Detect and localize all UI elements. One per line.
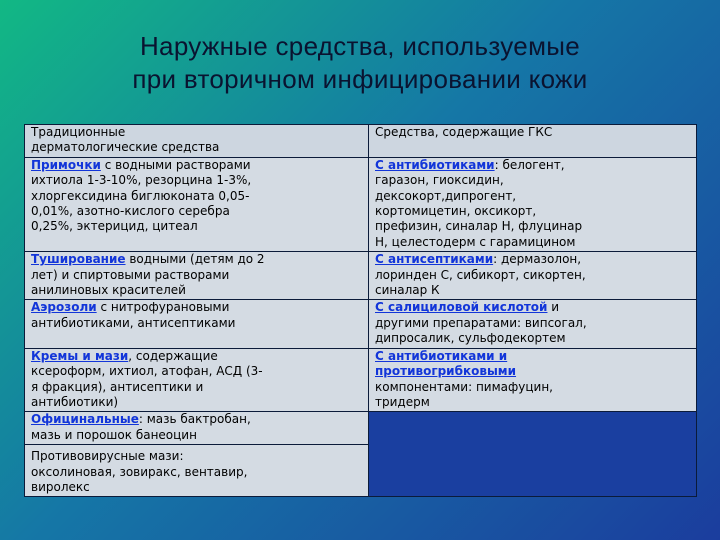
header-text: Средства, содержащие ГКС [375, 125, 553, 139]
cell-line [375, 364, 692, 379]
cell-line: кортомицетин, оксикорт, [375, 204, 537, 219]
table-row [25, 300, 697, 348]
cell-lotions [25, 157, 369, 251]
cell-line: дипросалик, сульфодекортем [375, 331, 566, 346]
header-text: Традиционные [31, 125, 126, 139]
cell-line: мазь и порошок банеоцин [31, 427, 197, 442]
header-gcs-remedies [369, 125, 697, 158]
cell-text: и [547, 300, 560, 315]
cell-line [31, 252, 364, 267]
header-text: дерматологические средства [31, 140, 220, 155]
keyword: С салициловой кислотой [375, 300, 548, 315]
cell-line [31, 300, 364, 315]
header-traditional-remedies [25, 125, 369, 158]
keyword: Официнальные [31, 412, 139, 427]
cell-line: дексокорт,дипрогент, [375, 188, 517, 203]
cell-empty [369, 412, 697, 497]
slide-title-line-2: при вторичном инфицировании кожи [132, 64, 588, 94]
slide-title-line-1: Наружные средства, используемые [139, 31, 580, 61]
table-header-row [25, 125, 697, 158]
remedies-table [24, 124, 697, 497]
cell-aerosols [25, 300, 369, 348]
slide-title [0, 30, 720, 96]
cell-line: гаразон, гиоксидин, [375, 173, 504, 188]
keyword: Кремы и мази [31, 348, 129, 363]
keyword: противогрибковыми [375, 364, 517, 379]
cell-line [375, 158, 692, 173]
cell-line: антибиотиками, антисептиками [31, 315, 236, 330]
cell-text: водными (детям до 2 [125, 252, 265, 267]
cell-line: лет) и спиртовыми растворами [31, 267, 230, 282]
cell-with-salicylic-acid [369, 300, 697, 348]
cell-line: синалар К [375, 283, 440, 298]
cell-line [31, 158, 364, 173]
cell-line: 0,25%, эктерицид, цитеал [31, 219, 198, 234]
cell-line: оксолиновая, зовиракс, вентавир, [31, 464, 248, 479]
cell-text: : дермазолон, [493, 252, 582, 267]
cell-line: 0,01%, азотно-кислого серебра [31, 204, 230, 219]
cell-with-antibiotics [369, 157, 697, 251]
cell-line [31, 349, 364, 364]
cell-antiviral [25, 445, 369, 497]
cell-line: виролекс [31, 479, 90, 494]
keyword: Аэрозоли [31, 300, 97, 315]
cell-creams-ointments [25, 348, 369, 412]
cell-line: ксероформ, ихтиол, атофан, АСД (3- [31, 364, 263, 379]
keyword: Примочки [31, 157, 101, 172]
table-row [25, 412, 697, 445]
cell-line [31, 412, 364, 427]
keyword: С антибиотиками [375, 157, 495, 172]
cell-text: с нитрофурановыми [96, 300, 230, 315]
cell-line: тридерм [375, 394, 430, 409]
cell-line [375, 300, 692, 315]
cell-line: другими препаратами: випсогал, [375, 315, 587, 330]
cell-painting [25, 252, 369, 300]
cell-line: анилиновых красителей [31, 283, 186, 298]
cell-text: : мазь бактробан, [138, 412, 251, 427]
cell-line: Противовирусные мази: [31, 449, 184, 464]
keyword: Тушированиe [31, 252, 126, 267]
table-row [25, 348, 697, 412]
cell-text: : белогент, [494, 157, 565, 172]
keyword: С антибиотиками и [375, 348, 508, 363]
cell-line [375, 252, 692, 267]
cell-text: , содержащие [128, 348, 218, 363]
cell-line: префизин, синалар Н, флуцинар [375, 219, 583, 234]
cell-with-antiseptics [369, 252, 697, 300]
cell-line: антибиотики) [31, 394, 119, 409]
cell-line: Н, целестодерм с гарамицином [375, 234, 576, 249]
table-row [25, 252, 697, 300]
cell-officinal [25, 412, 369, 445]
cell-line: ихтиола 1-3-10%, резорцина 1-3%, [31, 173, 252, 188]
cell-line: лоринден С, сибикорт, сикортен, [375, 267, 586, 282]
cell-line: компонентами: пимафуцин, [375, 379, 553, 394]
keyword: С антисептиками [375, 252, 494, 267]
table-row [25, 157, 697, 251]
cell-text: с водными растворами [100, 157, 251, 172]
cell-line: хлоргексидина биглюконата 0,05- [31, 188, 250, 203]
cell-with-antifungals [369, 348, 697, 412]
cell-line: я фракция), антисептики и [31, 379, 204, 394]
cell-line [375, 349, 692, 364]
